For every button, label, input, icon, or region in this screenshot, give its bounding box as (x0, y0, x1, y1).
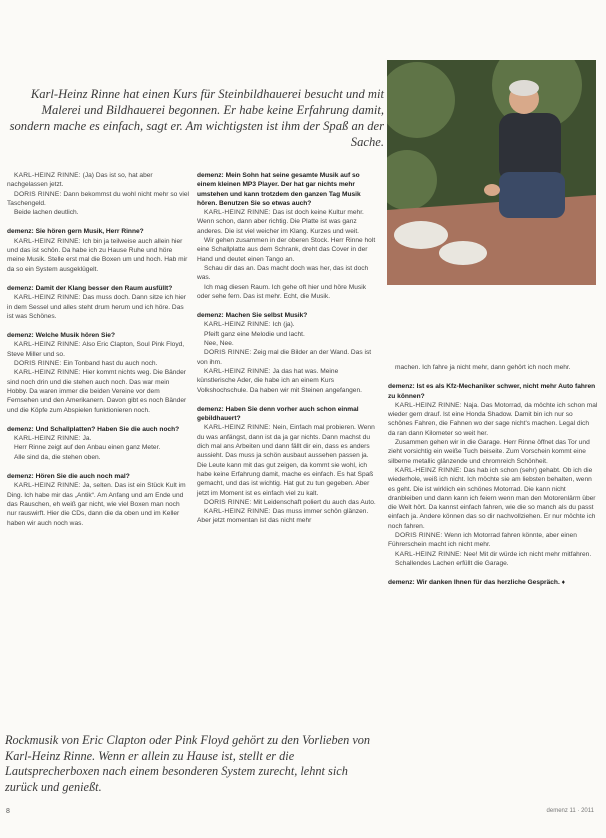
interview-answer (388, 550, 598, 559)
interview-answer (197, 507, 377, 526)
answer-text: Zusammen gehen wir in die Garage. Herr Rinne öffnet das Tor und zieht vorsichtig ein weiße Tuch beiseite. Zum Vorschein kommt eine silberne metallic glänzende und chromreich Schönheit. (388, 439, 590, 465)
answer-text: Ich (ja). (272, 321, 295, 329)
answer-text: Herr Rinne zeigt auf den Anbau einen ganz Meter. (14, 444, 161, 452)
interview-answer (7, 237, 189, 274)
answer-text: Hier kommt nichts weg. Die Bänder sind noch drin und die stehen auch noch. Das war mein Hobby. Da waren immer die beiden Vereine vor dem Fernsehen und den Amerikanern. Davon gibt es noch Bänder und die Köpfe zum Abspielen funktionieren noch. (7, 369, 187, 414)
interview-answer (7, 190, 189, 209)
speaker-name: KARL-HEINZ RINNE: (204, 321, 271, 329)
speaker-name: DORIS RINNE: (395, 532, 443, 540)
answer-text: Nee, Nee. (204, 340, 234, 348)
interview-answer (197, 320, 377, 329)
interview-answer (7, 293, 189, 321)
answer-text: Wir gehen zusammen in der oberen Stock. Herr Rinne holt eine Schallplatte aus dem Schrank, dreht das Cover in der Hand und deutet einen Tango an. (197, 237, 376, 263)
interview-question: demenz: Machen Sie selbst Musik? (197, 312, 308, 320)
speaker-name: KARL-HEINZ RINNE: (14, 482, 81, 490)
interview-answer (197, 498, 377, 507)
interview-answer (197, 236, 377, 264)
answer-text: Alle sind da, die stehen oben. (14, 453, 101, 461)
answer-text: machen. Ich fahre ja nicht mehr, dann gehört ich noch mehr. (395, 364, 571, 371)
answer-text: Wenn ich Motorrad fahren könnte, aber einen Führerschein macht ich nicht mehr. (388, 532, 577, 549)
answer-text: Ein Tonband hast du auch noch. (63, 360, 158, 368)
interview-answer (197, 264, 377, 283)
interview-answer (388, 401, 598, 438)
interview-answer (197, 367, 377, 395)
interview-answer (7, 453, 189, 462)
portrait-photo (387, 60, 596, 285)
answer-text: Also Eric Clapton, Soul Pink Floyd, Steve Miller und so. (7, 341, 185, 358)
interview-question: demenz: Mein Sohn hat seine gesamte Musik auf so einem kleinen MP3 Player. Der hat gar nichts mehr umstehen und kann trotzdem den ganzen Tag Musik hören. Benutzen Sie so etwas auch? (197, 172, 361, 207)
speaker-name: KARL-HEINZ RINNE: (204, 209, 271, 217)
interview-question: demenz: Ist es als Kfz-Mechaniker schwer, nicht mehr Auto fahren zu können? (388, 383, 596, 400)
interview-answer (7, 481, 189, 527)
speaker-name: KARL-HEINZ RINNE: (14, 369, 81, 377)
answer-text: (Ja) Das ist so, hat aber nachgelassen jetzt. (7, 172, 153, 189)
answer-text: Das muss immer schön glänzen. Aber jetzt momentan ist das nicht mehr (197, 508, 369, 525)
interview-answer (197, 283, 377, 302)
interview-answer (388, 438, 598, 466)
interview-question: demenz: Wir danken Ihnen für das herzliche Gespräch. ♦ (388, 579, 565, 587)
text-column-3 (388, 363, 598, 588)
speaker-name: KARL-HEINZ RINNE: (204, 367, 271, 375)
interview-question: demenz: Und Schallplatten? Haben Sie die auch noch? (7, 425, 180, 433)
interview-answer (197, 339, 377, 348)
answer-text: Ich mag diesen Raum. Ich gehe oft hier und höre Musik oder sehe fern. Das ist mehr. Echt, die Musik. (197, 283, 367, 300)
issue-footer: demenz 11 · 2011 (546, 808, 594, 814)
interview-question: demenz: Welche Musik hören Sie? (7, 332, 115, 340)
answer-text: Das muss doch. Dann sitze ich hier in dem Sessel und alles steht drum herum und ich höre. Das ist was Schönes. (7, 294, 186, 320)
interview-answer (7, 443, 189, 452)
answer-text: Ich bin ja teilweise auch allein hier und das ist schön. Da habe ich zu Hause Ruhe und höre meine Musik. Stelle erst mal die Boxen um und hoch. Hab mir da so ein System ausgeklügelt. (7, 237, 188, 273)
answer-text: Schallendes Lachen erfüllt die Garage. (395, 559, 509, 567)
speaker-name: DORIS RINNE: (204, 498, 252, 506)
interview-answer (388, 363, 598, 372)
speaker-name: KARL-HEINZ RINNE: (14, 341, 81, 349)
answer-text: Ja das hat was. Meine künstlerische Ader, die habe ich an einem Kurs Volkshochschule. Da haben wir mit Steinen angefangen. (197, 367, 362, 394)
answer-text: Naja. Das Motorrad, da möchte ich schon mal wieder gern drauf. Ist eine Honda Shadow. Damit bin ich nur so schönes Fahren, die Fahnen wo der sage nicht's machen. Legal dich da ran dann Kilometer so weit her. (388, 401, 598, 437)
interview-answer (7, 359, 189, 368)
answer-text: Nein, Einfach mal probieren. Wenn du was anfängst, dann ist da ja gar nichts. Dann machst du dich mal ans Arbeiten und dann fällt dir ein, dass es anders aussieht. Das muss ja schön ausbaut aussehen passen ja. Die Leute kann mit das gut zeigen, da kommt sie wohl, ich habe keine Erfahrung damit, mache es einfach. Es hat Spaß gemacht, und das ist wichtig. Hat gut zu tun gegeben. Aber jetzt im Moment ist es einfach viel zu kalt. (197, 424, 375, 497)
interview-answer (388, 531, 598, 550)
speaker-name: KARL-HEINZ RINNE: (395, 401, 462, 409)
answer-text: Das ist doch keine Kultur mehr. Wenn schon, dann aber richtig. Die Platte ist was ganz anderes. Die ist viel weicher im Klang. Kurzes und weit. (197, 209, 364, 235)
interview-answer (197, 330, 377, 339)
interview-answer (7, 434, 189, 443)
speaker-name: KARL-HEINZ RINNE: (395, 550, 462, 558)
speaker-name: KARL-HEINZ RINNE: (204, 508, 271, 516)
page-number: 8 (6, 808, 10, 815)
interview-answer (197, 208, 377, 236)
text-column-2 (197, 171, 377, 526)
speaker-name: KARL-HEINZ RINNE: (14, 237, 81, 245)
answer-text: Zeig mal die Bilder an der Wand. Das ist von ihm. (197, 349, 372, 366)
interview-answer (388, 559, 598, 568)
speaker-name: KARL-HEINZ RINNE: (395, 466, 462, 474)
speaker-name: KARL-HEINZ RINNE: (14, 294, 81, 302)
interview-answer (7, 208, 189, 217)
speaker-name: KARL-HEINZ RINNE: (204, 424, 271, 432)
interview-answer (7, 340, 189, 359)
answer-text: Schau dir das an. Das macht doch was her, das ist doch was. (197, 264, 369, 282)
interview-question: demenz: Sie hören gern Musik, Herr Rinne? (7, 228, 144, 236)
interview-question: demenz: Damit der Klang besser den Raum ausfüllt? (7, 284, 173, 292)
answer-text: Beide lachen deutlich. (14, 209, 79, 217)
interview-answer (7, 368, 189, 414)
interview-question: demenz: Haben Sie denn vorher auch schon einmal gebildhauert? (197, 405, 359, 423)
interview-question: demenz: Hören Sie die auch noch mal? (7, 473, 130, 481)
interview-answer (7, 171, 189, 190)
interview-answer (197, 348, 377, 367)
photo-illustration (387, 60, 596, 285)
pull-quote-bottom: Rockmusik von Eric Clapton oder Pink Floyd gehört zu den Vorlieben von Karl-Heinz Rinne. Wenn er allein zu Hause ist, stellt er die Lautsprecherboxen nach einem besonderen System zurecht, lehnt sich zurück und genießt. (5, 733, 371, 794)
answer-text: Pfeift ganz eine Melodie und lacht. (204, 330, 305, 338)
interview-answer (197, 423, 377, 497)
speaker-name: KARL-HEINZ RINNE: (14, 172, 81, 179)
answer-text: Mit Leidenschaft poliert du auch das Auto. (253, 498, 376, 506)
speaker-name: DORIS RINNE: (204, 349, 252, 357)
answer-text: Nee! Mit dir würde ich nicht mehr mitfahren. (463, 550, 592, 558)
pull-quote-top: Karl-Heinz Rinne hat einen Kurs für Steinbildhauerei besucht und mit Malerei und Bildhauerei begonnen. Er habe keine Erfahrung damit, sondern mache es einfach, sagt er. Am wichtigsten ist ihm der Spaß an der Sache. (9, 87, 384, 149)
answer-text: Ja. (82, 435, 92, 443)
text-column-1 (7, 171, 189, 528)
speaker-name: DORIS RINNE: (14, 360, 62, 368)
interview-answer (388, 466, 598, 531)
answer-text: Dann bekommst du wohl nicht mehr so viel Taschengeld. (7, 190, 190, 207)
answer-text: Das hab ich schon (sehr) gehabt. Ob ich die wiederhole, weiß ich nicht. Ich möchte sie am liebsten behalten, wenn es geht. Die ist wirklich ein schönes Motorrad. Die kann nicht dranbleiben und dann kann ich feiern wenn man den Motorenlärm über die Welt hört. Da kannst einfach fahren, wie die so manch als du passt einfach ja. Andere können das so dir nachvollziehen. Er nur möchte ich noch fahren. (388, 466, 596, 530)
speaker-name: KARL-HEINZ RINNE: (14, 435, 81, 443)
answer-text: Ja, selten. Das ist ein Stück Kult im Ding. Ich habe mir das „Antik“. Am Anfang und am Ende und das Rauschen, eh weiß gar nicht, wie viel Boxen man noch nur rauswirft. Hier die CDs, dann die da oben und im Keller haben wir auch noch was. (7, 482, 186, 527)
speaker-name: DORIS RINNE: (14, 190, 62, 198)
